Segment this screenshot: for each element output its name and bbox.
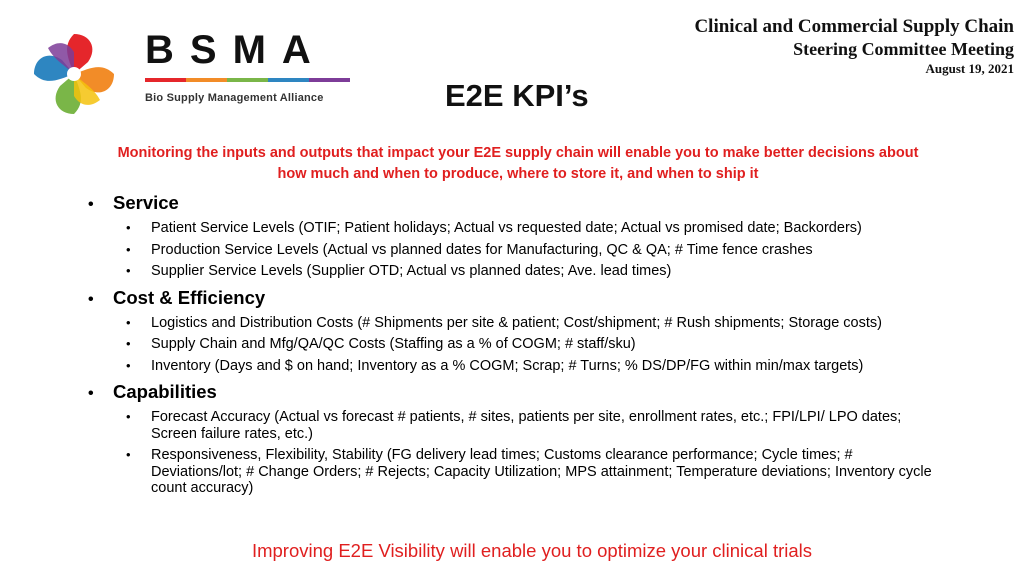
bullet-icon: • (126, 336, 131, 351)
section-cost-efficiency (88, 285, 938, 375)
section-service (88, 190, 938, 280)
section-capabilities (88, 379, 938, 497)
header-date: August 19, 2021 (925, 61, 1014, 76)
bullet-icon: • (126, 409, 131, 424)
logo-wordmark (145, 30, 355, 104)
intro-line-2: how much and when to produce, where to store it, and when to ship it (277, 166, 759, 182)
list-item: • Supplier Service Levels (Supplier OTD; Actual vs planned dates; Ave. lead times) (126, 263, 672, 279)
kpi-list (88, 190, 938, 502)
header-line-2: Steering Committee Meeting (793, 39, 1014, 59)
intro-statement (100, 143, 936, 185)
list-item: • Responsiveness, Flexibility, Stability (FG delivery lead times; Customs clearance performance; Cycle times; # Deviations/lot; # Change Orders; # Rejects; Capacity Utilization; MPS attainment; Temperature deviations; Inventory cycle count accuracy) (126, 447, 932, 496)
bullet-icon: • (126, 241, 131, 257)
brand-tagline: Bio Supply Management Alliance (145, 92, 324, 104)
list-item: • Supply Chain and Mfg/QA/QC Costs (Staffing as a % of COGM; # staff/sku) (126, 336, 636, 352)
bullet-icon: • (126, 263, 131, 278)
bsma-logo-icon (28, 28, 120, 120)
bullet-icon: • (88, 290, 94, 308)
list-item: • Patient Service Levels (OTIF; Patient holidays; Actual vs requested date; Actual vs promised date; Backorders) (126, 220, 862, 236)
intro-line-1: Monitoring the inputs and outputs that impact your E2E supply chain will enable you to make better decisions about (117, 145, 919, 161)
list-item: • Forecast Accuracy (Actual vs forecast # patients, # sites, patients per site, enrollment rates, etc.; FPI/LPI/ LPO dates; Screen failure rates, etc.) (126, 409, 902, 442)
bullet-icon: • (126, 314, 131, 330)
bullet-icon: • (126, 357, 131, 373)
list-item: • Inventory (Days and $ on hand; Inventory as a % COGM; Scrap; # Turns; % DS/DP/FG within min/max targets) (126, 357, 864, 374)
brand-name: BSMA (145, 28, 327, 72)
bullet-icon: • (88, 196, 94, 213)
footer-statement: Improving E2E Visibility will enable you to optimize your clinical trials (251, 540, 813, 561)
bullet-icon: • (126, 220, 131, 235)
slide-title: E2E KPI’s (445, 78, 589, 113)
header-line-1: Clinical and Commercial Supply Chain (694, 16, 1014, 37)
section-heading: Service (113, 192, 179, 213)
list-item: • Logistics and Distribution Costs (# Shipments per site & patient; Cost/shipment; # Rush shipments; Storage costs) (126, 314, 882, 331)
meeting-header (694, 16, 1014, 78)
bullet-icon: • (88, 385, 94, 402)
section-heading: Cost & Efficiency (113, 286, 266, 308)
section-heading: Capabilities (113, 381, 217, 402)
brand-color-stripe (145, 78, 350, 82)
bullet-icon: • (126, 447, 131, 462)
list-item: • Production Service Levels (Actual vs planned dates for Manufacturing, QC & QA; # Time fence crashes (126, 241, 813, 258)
